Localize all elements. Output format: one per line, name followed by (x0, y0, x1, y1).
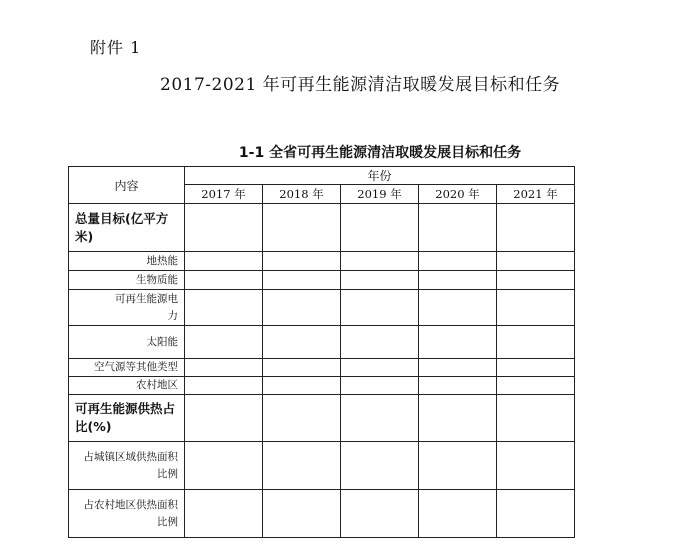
data-cell (341, 271, 419, 290)
data-cell (419, 490, 497, 538)
data-cell (341, 326, 419, 359)
table-row (69, 252, 575, 271)
year-header-2021: 2021 年 (497, 185, 575, 204)
data-cell (341, 377, 419, 395)
data-cell (185, 326, 263, 359)
table-row (69, 271, 575, 290)
row-label-biomass: 生物质能 (69, 271, 185, 290)
table-row (69, 377, 575, 395)
data-cell (419, 359, 497, 377)
content-header: 内容 (69, 167, 185, 204)
data-cell (263, 290, 341, 326)
table-row (69, 490, 575, 538)
data-cell (497, 271, 575, 290)
data-cell (497, 290, 575, 326)
data-cell (419, 271, 497, 290)
row-label-geothermal: 地热能 (69, 252, 185, 271)
data-cell (185, 271, 263, 290)
data-cell (497, 359, 575, 377)
data-cell (185, 359, 263, 377)
data-cell (497, 395, 575, 442)
data-cell (419, 290, 497, 326)
year-header-2017: 2017 年 (185, 185, 263, 204)
attachment-label: 附件 1 (90, 38, 142, 57)
data-cell (497, 252, 575, 271)
row-label-air-source: 空气源等其他类型 (69, 359, 185, 377)
data-cell (341, 359, 419, 377)
table-caption-text: 全省可再生能源清洁取暖发展目标和任务 (269, 145, 522, 161)
data-cell (341, 490, 419, 538)
data-cell (263, 271, 341, 290)
data-cell (419, 252, 497, 271)
data-cell (263, 395, 341, 442)
row-label-urban-share: 占城镇区域供热面积比例 (69, 442, 185, 490)
data-cell (263, 359, 341, 377)
data-cell (185, 204, 263, 252)
data-cell (497, 490, 575, 538)
table-row (69, 204, 575, 252)
table-caption (0, 142, 680, 162)
table-row (69, 442, 575, 490)
data-cell (263, 326, 341, 359)
data-cell (419, 442, 497, 490)
data-cell (263, 442, 341, 490)
data-cell (341, 204, 419, 252)
year-header-2020: 2020 年 (419, 185, 497, 204)
data-cell (419, 395, 497, 442)
data-cell (263, 204, 341, 252)
data-cell (497, 442, 575, 490)
table-row (69, 326, 575, 359)
data-cell (497, 377, 575, 395)
data-cell (497, 204, 575, 252)
table-row (69, 395, 575, 442)
row-label-solar: 太阳能 (69, 326, 185, 359)
data-cell (341, 252, 419, 271)
data-cell (185, 252, 263, 271)
data-cell (185, 490, 263, 538)
row-label-rural: 农村地区 (69, 377, 185, 395)
table-caption-number: 1-1 (238, 145, 265, 161)
row-label-total-target: 总量目标(亿平方米) (69, 204, 185, 252)
table-row (69, 359, 575, 377)
data-cell (341, 442, 419, 490)
row-label-renewable-power: 可再生能源电力 (69, 290, 185, 326)
data-cell (263, 252, 341, 271)
data-cell (419, 204, 497, 252)
data-cell (419, 377, 497, 395)
year-group-header: 年份 (185, 167, 575, 185)
document-title: 2017-2021 年可再生能源清洁取暖发展目标和任务 (160, 75, 561, 95)
data-cell (341, 290, 419, 326)
row-label-renewable-share: 可再生能源供热占比(%) (69, 395, 185, 442)
data-cell (263, 377, 341, 395)
year-header-2019: 2019 年 (341, 185, 419, 204)
data-cell (419, 326, 497, 359)
data-cell (497, 326, 575, 359)
data-cell (185, 377, 263, 395)
data-cell (185, 395, 263, 442)
targets-table (68, 166, 575, 538)
table-row (69, 290, 575, 326)
data-cell (185, 442, 263, 490)
year-header-2018: 2018 年 (263, 185, 341, 204)
data-cell (341, 395, 419, 442)
data-cell (263, 490, 341, 538)
row-label-rural-share: 占农村地区供热面积比例 (69, 490, 185, 538)
data-cell (185, 290, 263, 326)
